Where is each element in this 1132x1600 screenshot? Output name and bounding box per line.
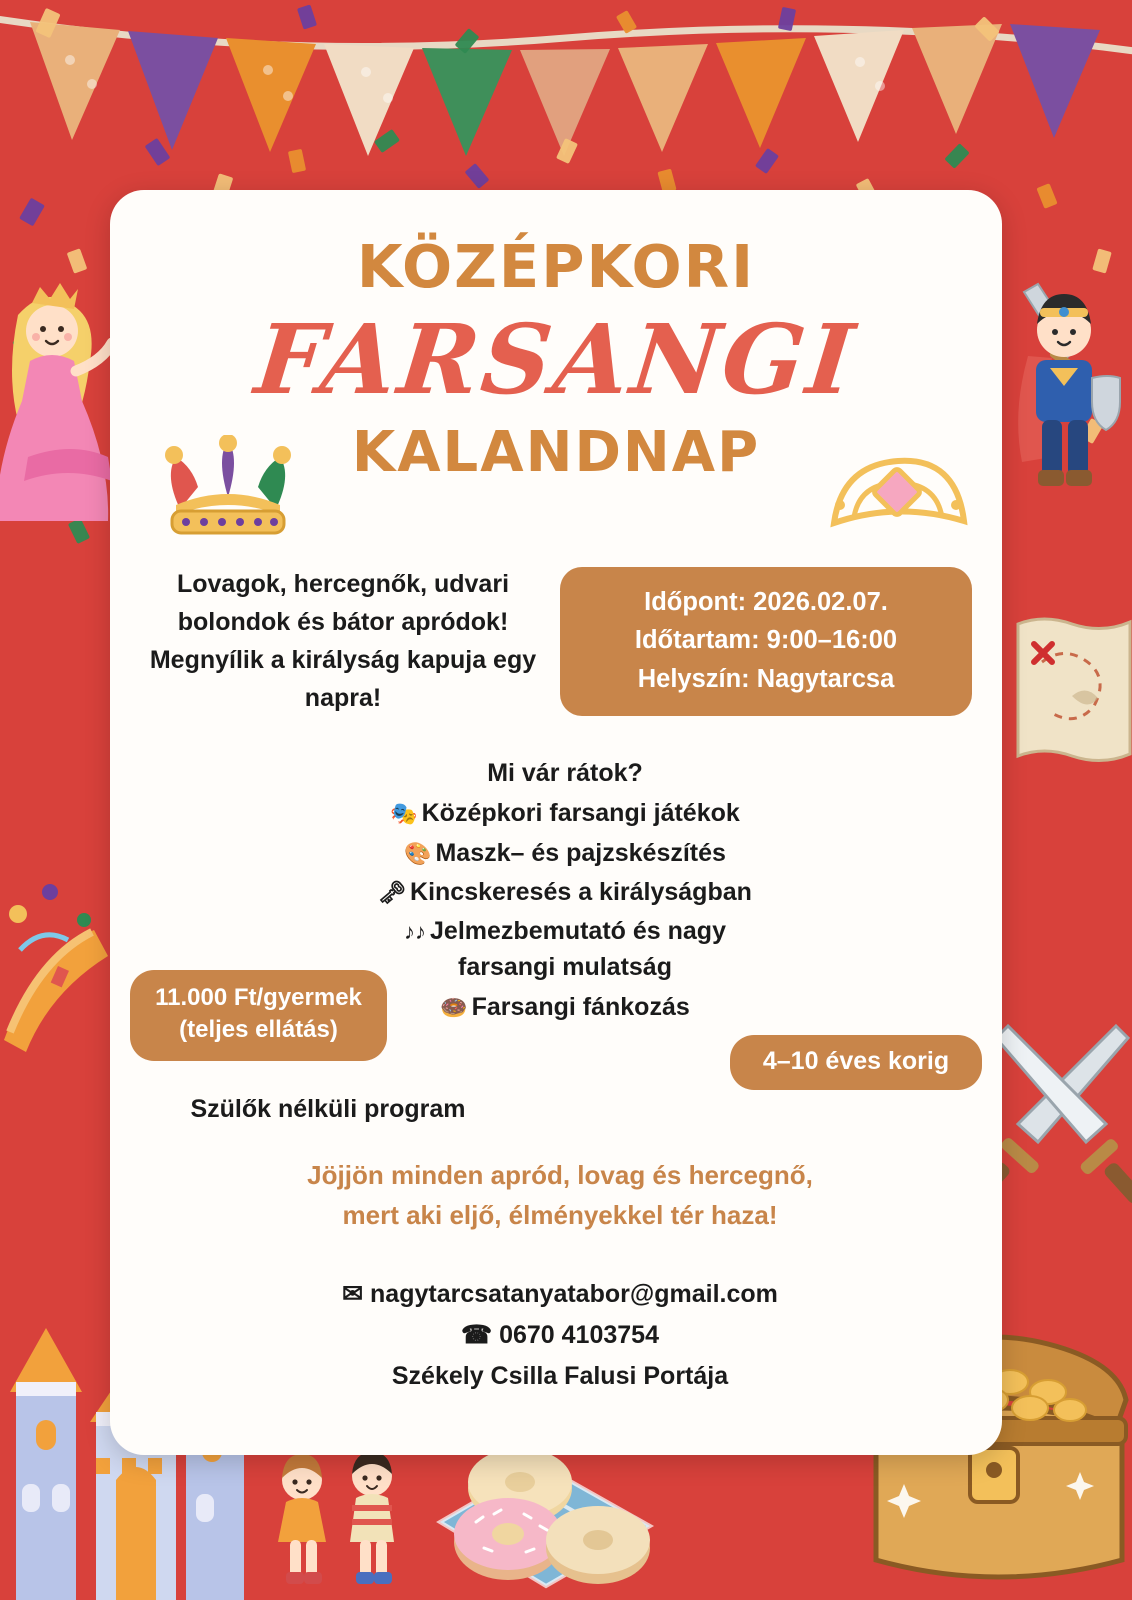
- poster-card: [110, 190, 1002, 1455]
- children-running-illustration: [260, 1440, 420, 1600]
- crossed-swords-illustration: [992, 1020, 1132, 1230]
- program-item-3-label: Kincskeresés a királyságban: [410, 877, 752, 906]
- event-info-badge: [560, 567, 972, 716]
- program-item-4: [365, 913, 765, 986]
- poster-title-line1: KÖZÉPKORI: [356, 232, 756, 301]
- closing-line-1: Jöjjön minden apród, lovag és hercegnő,: [307, 1160, 813, 1190]
- price-amount: 11.000 Ft/gyermek: [155, 984, 362, 1011]
- donuts-illustration: [420, 1430, 670, 1600]
- contact-block: [170, 1275, 950, 1397]
- organizer-name: Székely Csilla Falusi Portája: [391, 1361, 729, 1390]
- tiara-icon: [824, 445, 974, 540]
- program-item-2-label: Maszk– és pajzskészítés: [435, 838, 726, 867]
- no-parents-note: Szülők nélküli program: [190, 1095, 466, 1123]
- knight-blue-illustration: [1010, 282, 1130, 512]
- closing-line-2: mert aki eljő, élményekkel tér haza!: [342, 1200, 778, 1231]
- event-place: Helyszín: Nagytarcsa: [637, 664, 895, 693]
- program-item-1-label: Középkori farsangi játékok: [421, 799, 740, 828]
- contact-phone-row[interactable]: [170, 1316, 950, 1355]
- palette-icon: 🎨: [404, 840, 432, 866]
- event-duration: Időtartam: 9:00–16:00: [634, 626, 898, 655]
- contact-phone[interactable]: 0670 4103754: [499, 1320, 659, 1349]
- closing-text: [170, 1155, 950, 1236]
- mask-icon: 🎭: [390, 801, 418, 827]
- program-item-3: [365, 874, 765, 910]
- program-item-2: [365, 835, 765, 871]
- intro-text: Lovagok, hercegnők, udvari bolondok és bátor apródok! Megnyílik a királyság kapuja egy napra!: [149, 570, 537, 712]
- price-note: (teljes ellátás): [179, 1016, 338, 1044]
- event-date: Időpont: 2026.02.07.: [644, 588, 888, 616]
- party-cone-illustration: [0, 870, 110, 1060]
- music-notes-icon: ♪♪: [404, 919, 427, 944]
- princess-pink-illustration: [0, 275, 120, 545]
- jester-hat-icon: [158, 435, 298, 545]
- contact-email[interactable]: nagytarcsatanyatabor@gmail.com: [370, 1280, 778, 1308]
- poster-title-line3: KALANDNAP: [351, 420, 761, 485]
- program-item-1: [365, 795, 765, 831]
- contact-email-row[interactable]: [170, 1275, 950, 1314]
- program-item-5-label: Farsangi fánkozás: [471, 992, 690, 1021]
- donut-icon: 🍩: [440, 994, 468, 1020]
- program-list: [365, 755, 765, 1028]
- key-icon: 🗝: [378, 879, 407, 905]
- program-item-5: [365, 989, 765, 1025]
- program-item-4-label: Jelmezbemutató és nagy farsangi mulatság: [430, 917, 726, 982]
- program-heading: Mi vár rátok?: [487, 759, 643, 787]
- telephone-icon: ☎: [461, 1320, 493, 1349]
- treasure-map-illustration: [1012, 610, 1132, 770]
- age-badge: 4–10 éves korig: [730, 1035, 982, 1090]
- poster-title-line2: FARSANGI: [250, 303, 862, 416]
- price-badge: [130, 970, 387, 1061]
- envelope-icon: ✉: [342, 1280, 364, 1308]
